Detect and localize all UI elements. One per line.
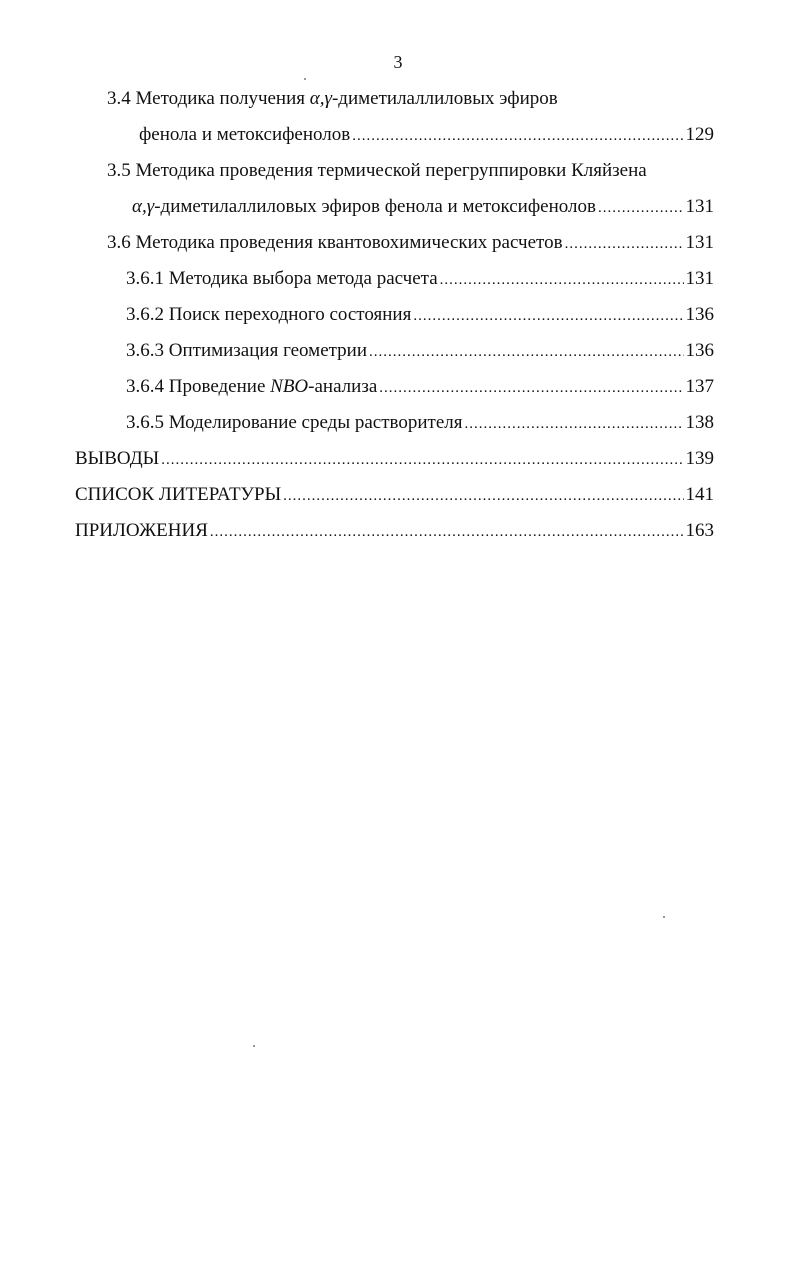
toc-entry-3-6-page: 131 — [685, 232, 714, 253]
dot-leader — [379, 375, 683, 401]
toc-entry-3-4-text-pre: 3.4 Методика получения — [107, 88, 310, 109]
toc-entry-3-6-4-title — [126, 374, 377, 400]
toc-entry-3-6-3-title: 3.6.3 Оптимизация геометрии — [126, 340, 368, 361]
toc-entry-3-6-4-text-pre: 3.6.4 Проведение — [126, 376, 271, 397]
dot-leader — [440, 267, 684, 293]
toc-entry-3-4-text-post: -диметилаллиловых эфиров — [331, 88, 558, 109]
dot-leader — [369, 339, 683, 365]
dot-leader — [565, 231, 684, 257]
scan-speck — [253, 1045, 255, 1047]
toc-entry-3-6-4[interactable] — [126, 374, 714, 401]
dot-leader — [598, 195, 684, 221]
toc-entry-3-6-1-title: 3.6.1 Методика выбора метода расчета — [126, 268, 438, 289]
toc-entry-3-5-line1: 3.5 Методика проведения термической перегруппировки Кляйзена — [107, 160, 647, 181]
toc-entry-references[interactable] — [75, 482, 714, 509]
scan-speck — [304, 78, 306, 80]
dot-leader — [464, 411, 683, 437]
toc-entry-appendices-page: 163 — [685, 520, 714, 541]
toc-entry-conclusions-page: 139 — [685, 448, 714, 469]
toc-entry-3-5-page: 131 — [685, 196, 714, 217]
toc-entry-3-5-text-italic: α,γ — [132, 196, 155, 217]
toc-entry-3-4-line1 — [107, 86, 558, 112]
toc-entry-3-4-line2[interactable] — [139, 122, 714, 149]
toc-entry-3-6-1-page: 131 — [685, 268, 714, 289]
toc-entry-3-4-page: 129 — [685, 124, 714, 145]
toc-entry-3-6-3-page: 136 — [685, 340, 714, 361]
toc-entry-3-6-5-title: 3.6.5 Моделирование среды растворителя — [126, 412, 463, 433]
dot-leader — [413, 303, 683, 329]
toc-entry-3-6-5-page: 138 — [685, 412, 714, 433]
dot-leader — [352, 123, 683, 149]
toc-entry-3-5-line2[interactable] — [132, 194, 714, 221]
toc-entry-3-6-4-page: 137 — [685, 376, 714, 397]
dot-leader — [161, 447, 683, 473]
toc-entry-conclusions-title: ВЫВОДЫ — [75, 448, 160, 469]
scan-speck — [663, 916, 665, 918]
toc-entry-3-6-5[interactable] — [126, 410, 714, 437]
toc-entry-appendices-title: ПРИЛОЖЕНИЯ — [75, 520, 208, 541]
toc-entry-references-page: 141 — [685, 484, 714, 505]
page-number: 3 — [393, 52, 403, 72]
toc-entry-3-4-title: фенола и метоксифенолов — [139, 124, 351, 145]
toc-entry-3-6-4-text-post: -анализа — [308, 376, 378, 397]
toc-entry-3-6-2[interactable] — [126, 302, 714, 329]
toc-entry-3-6-4-text-italic: NBO — [270, 376, 309, 397]
toc-entry-3-6-title: 3.6 Методика проведения квантовохимических расчетов — [107, 232, 563, 253]
toc-entry-references-title: СПИСОК ЛИТЕРАТУРЫ — [75, 484, 282, 505]
dot-leader — [210, 519, 684, 545]
toc-entry-3-6-1[interactable] — [126, 266, 714, 293]
toc-entry-3-5-text-post: -диметилаллиловых эфиров фенола и метоксифенолов — [154, 196, 596, 217]
toc-entry-appendices[interactable] — [75, 518, 714, 545]
toc-entry-3-6-2-title: 3.6.2 Поиск переходного состояния — [126, 304, 412, 325]
toc-entry-3-6-3[interactable] — [126, 338, 714, 365]
toc-entry-conclusions[interactable] — [75, 446, 714, 473]
toc-entry-3-4-text-italic: α,γ — [309, 88, 332, 109]
dot-leader — [283, 483, 683, 509]
toc-entry-3-6-2-page: 136 — [685, 304, 714, 325]
toc-entry-3-5-title — [132, 194, 596, 220]
toc-entry-3-6[interactable] — [107, 230, 714, 257]
